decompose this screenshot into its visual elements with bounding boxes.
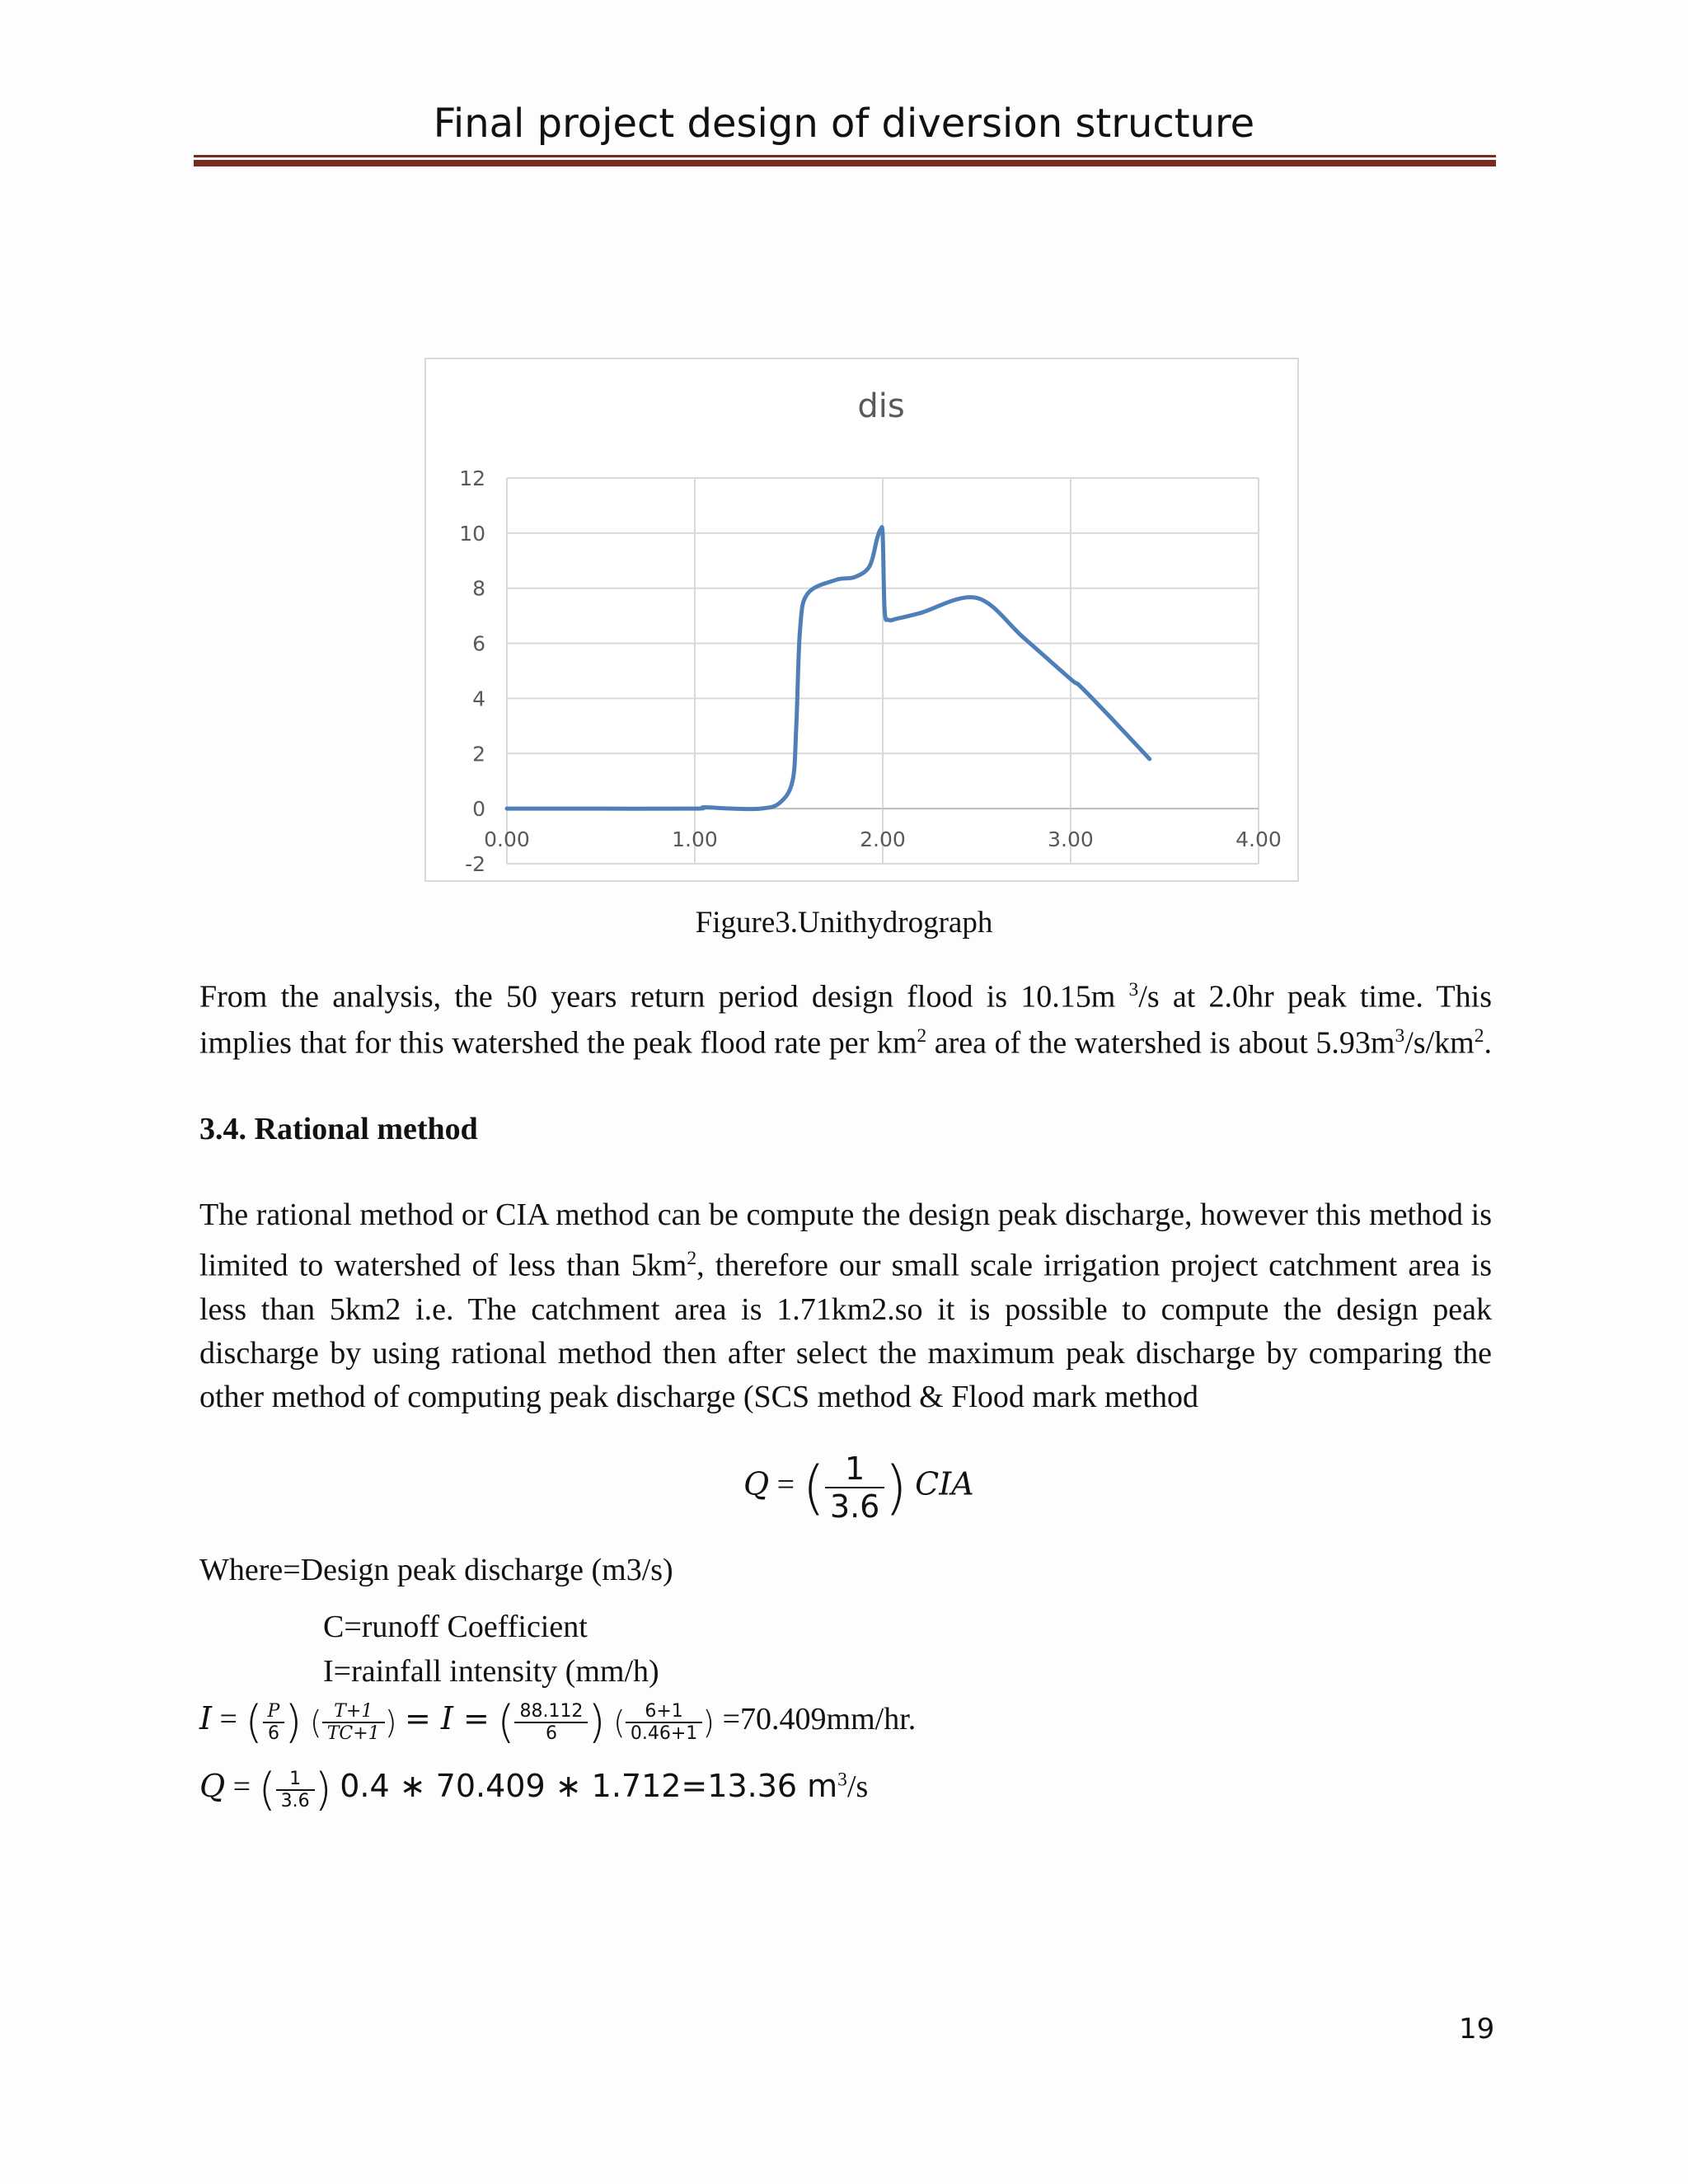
series-line <box>507 527 1150 809</box>
x-tick-label: 2.00 <box>860 827 906 852</box>
discharge-equation: Q = ( $\frac{1}{3.6}$ ) 0.4 ∗ 70.409 ∗ 1.712=13.36 $m^3/s$ <box>199 1764 869 1816</box>
header-rule-thick <box>194 160 1496 166</box>
unit-hydrograph-chart <box>426 359 1297 880</box>
y-tick-label: 0 <box>472 797 485 822</box>
y-tick-label: 12 <box>459 466 485 490</box>
y-tick-label: 4 <box>472 687 485 711</box>
rational-method-paragraph: The rational method or CIA method can be compute the design peak discharge, however this method is limited to watershed of less than $5km^2$, therefore our small scale irrigation project catchment area is less than 5km2 i.e. The catchment area is 1.71km2.so it is possible to compute the design peak discharge by using rational method then after select the maximum peak discharge by comparing the other method of computing peak discharge (SCS method & Flood mark method <box>199 1197 1492 1414</box>
x-tick-label: 3.00 <box>1048 827 1094 852</box>
header-rule-thin <box>194 155 1496 157</box>
chart-frame <box>424 358 1299 882</box>
intensity-equation: I = ( $\frac{P}{6}$ ) ( $\frac{T+1}{TC+1}$ ) = I = ( $\frac{88.112}{6}$ ) ( $\frac{6+1}{0.46+1}$ ) =70.409mm/hr. <box>199 1696 917 1748</box>
page-number: 19 <box>1459 2013 1495 2046</box>
rational-formula: Q = ( $\frac{1}{3.6}$ ) CIA <box>743 1451 974 1525</box>
runoff-coefficient-definition: C=runoff Coefficient <box>323 1610 588 1644</box>
figure-caption: Figure3.Unithydrograph <box>695 906 993 940</box>
x-tick-label: 1.00 <box>672 827 718 852</box>
chart-title: dis <box>857 387 905 425</box>
x-tick-label: 0.00 <box>484 827 530 852</box>
running-header: Final project design of diversion structure <box>433 101 1255 147</box>
y-tick-label: 6 <box>472 631 485 656</box>
where-definition: Where=Design peak discharge (m3/s) <box>199 1553 673 1587</box>
analysis-paragraph: From the analysis, the 50 years return period design flood is 10.15m $^3$/s at 2.0hr peak time. This implies that for this watershed the peak flood rate per $km^2$ area of the watershed is about $5.93m^3/s/km^2$. <box>199 979 1492 1061</box>
section-heading: 3.4. Rational method <box>199 1112 478 1146</box>
y-tick-label: -2 <box>465 852 485 876</box>
rainfall-intensity-definition: I=rainfall intensity (mm/h) <box>323 1654 659 1689</box>
y-tick-label: 10 <box>459 521 485 546</box>
x-tick-label: 4.00 <box>1236 827 1282 852</box>
y-tick-label: 8 <box>472 576 485 601</box>
y-tick-label: 2 <box>472 742 485 766</box>
